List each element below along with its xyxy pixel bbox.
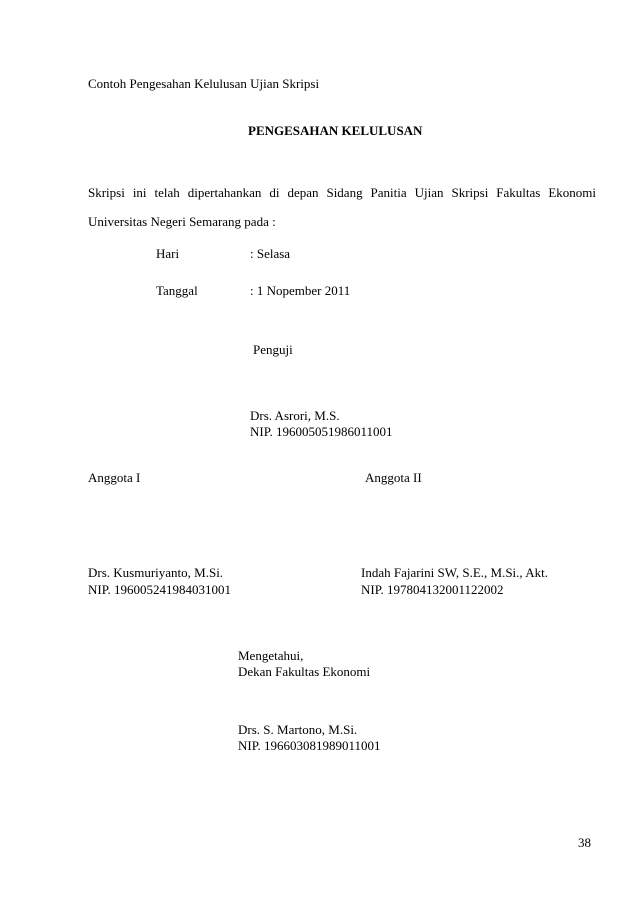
date-value: : 1 Nopember 2011 <box>250 283 351 298</box>
member2-role: Anggota II <box>365 470 422 485</box>
intro-line-1: Skripsi ini telah dipertahankan di depan Sidang Panitia Ujian Skripsi Fakultas Ekonomi <box>88 185 596 200</box>
dean-nip: NIP. 196603081989011001 <box>238 738 381 753</box>
intro-line-2: Universitas Negeri Semarang pada : <box>88 214 276 229</box>
dean-title: Dekan Fakultas Ekonomi <box>238 664 371 679</box>
examiner-name: Drs. Asrori, M.S. <box>250 408 340 423</box>
examiner-nip: NIP. 196005051986011001 <box>250 424 393 439</box>
member1-role: Anggota I <box>88 470 141 485</box>
dean-acknowledge: Mengetahui, <box>238 648 304 663</box>
date-label: Tanggal <box>156 283 198 298</box>
member1-nip: NIP. 196005241984031001 <box>88 582 232 597</box>
day-value: : Selasa <box>250 246 291 261</box>
header-note: Contoh Pengesahan Kelulusan Ujian Skripsi <box>88 76 320 91</box>
member2-name: Indah Fajarini SW, S.E., M.Si., Akt. <box>361 565 548 580</box>
member2-nip: NIP. 197804132001122002 <box>361 582 504 597</box>
member1-name: Drs. Kusmuriyanto, M.Si. <box>88 565 224 580</box>
page-title: PENGESAHAN KELULUSAN <box>248 123 423 138</box>
dean-name: Drs. S. Martono, M.Si. <box>238 722 358 737</box>
day-label: Hari <box>156 246 180 261</box>
examiner-role: Penguji <box>253 342 293 357</box>
page-number: 38 <box>578 835 591 850</box>
